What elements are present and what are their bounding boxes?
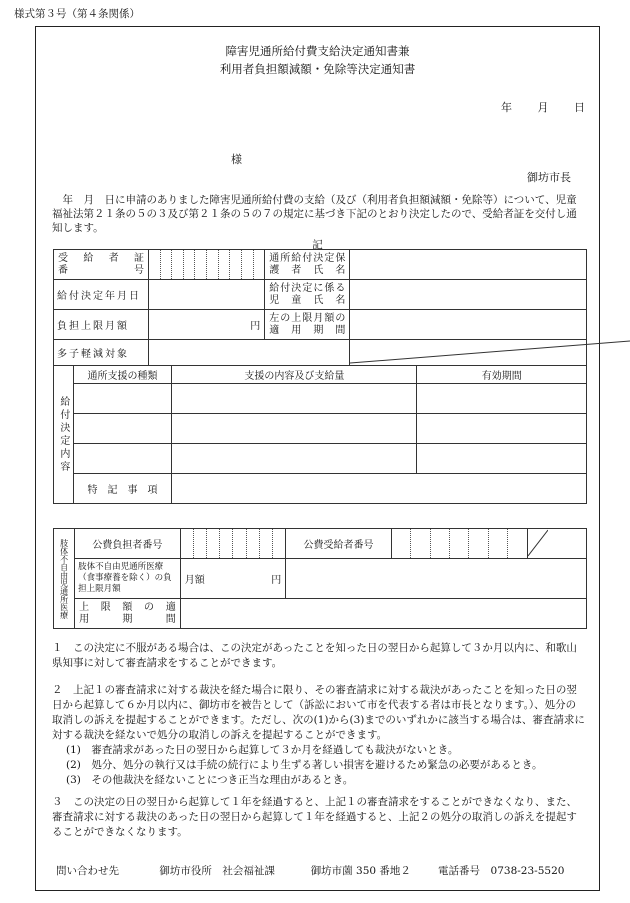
child-name-label: 給付決定に係る児童氏名 [265,280,350,310]
recipient-number-label: 受 給 者 証 番 号 [54,250,149,280]
limit-period-value [180,599,586,629]
period-label: 左の上限月額の適用期間 [265,310,350,340]
multi-child-label: 多子軽減対象 [54,340,149,366]
ki-heading: 記 [312,239,323,251]
recipient-suffix: 様 [231,153,242,166]
digit-cell [160,250,172,280]
digit-cell [241,250,253,280]
digit-cell [246,529,259,559]
medical-side-label: 肢体不自由児通所医療 [54,529,75,629]
child-name-value [350,280,587,310]
document-frame [35,26,600,891]
contact-line [56,863,586,878]
contact-office: 御坊市役所 社会福祉課 [159,865,275,877]
decision-date-label: 給付決定年月日 [54,280,149,310]
medical-table [53,528,587,629]
note-1: １ この決定に不服がある場合は、この決定があったことを知った日の翌日から起算して３か月以内に、和歌山県知事に対して審査請求をすることができます。 [52,642,577,669]
issuer-name: 御坊市長 [527,171,571,184]
multi-child-diagonal-cell [350,340,587,366]
burden-limit-value [180,559,286,599]
remarks-label: 特 記 事 項 [73,474,171,504]
digit-cell [450,529,469,559]
document-title-line1: 障害児通所給付費支給決定通知書兼 [225,44,410,58]
digit-cell [180,529,193,559]
content-cell [172,414,417,444]
content-cell [172,444,417,474]
digit-cell [508,529,527,559]
digit-cell [220,529,233,559]
form-number: 様式第３号（第４条関係） [14,8,140,20]
valid-period-cell [417,414,587,444]
digit-cell [195,250,207,280]
note-2 [52,683,586,788]
digit-cell [430,529,449,559]
digit-cell [411,529,430,559]
decision-content-side-label: 給付決定内容 [54,366,74,504]
digit-cell [253,250,265,280]
recipient-number-slash-cell [527,529,586,559]
digit-cell [469,529,488,559]
remarks-value [172,474,587,504]
limit-period-label: 上 限 額 の 適 用 期 間 [75,599,181,629]
monthly-yen: 円 [271,575,282,586]
valid-period-cell [417,444,587,474]
decision-date-value [148,280,264,310]
note-2-item-2: (2) 処分、処分の執行又は手続の続行により生ずる著しい損害を避けるため緊急の必要があるとき。 [66,759,543,771]
contact-label: 問い合わせ先 [56,865,119,877]
multi-child-value [148,340,349,366]
period-value [350,310,587,340]
digit-cell [193,529,206,559]
max-monthly-yen: 円 [148,310,264,340]
service-type-cell [73,414,171,444]
service-type-cell [73,384,171,414]
note-2-item-1: (1) 審査請求があった日の翌日から起算して３か月を経過しても裁決がないとき。 [66,744,459,756]
digit-cell [207,529,220,559]
digit-cell [273,529,286,559]
note-3: ３ この決定の日の翌日から起算して１年を経過すると、上記１の審査請求をすることができなくなり、また、審査請求に対する裁決のあった日の翌日から起算して１年を経過すると、上記２の処分の取消しの訴えを提起することができなくなります。 [52,796,577,838]
issue-date: 年 月 日 [501,101,585,114]
valid-period-header: 有効期間 [417,366,587,384]
digit-cell [207,250,219,280]
payer-number-label: 公費負担者番号 [75,529,181,559]
diagonal-line [350,340,630,364]
content-header: 支援の内容及び支給量 [172,366,417,384]
guardian-name-label: 通所給付決定保護者氏名 [265,250,350,280]
burden-limit-extra [286,559,587,599]
diagonal-line [528,529,548,557]
content-cell [172,384,417,414]
monthly-label: 月額 [184,575,205,586]
valid-period-cell [417,384,587,414]
intro-paragraph: 年 月 日に申請のありました障害児通所給付費の支給（及び（利用者負担額減額・免除等）について、児童福祉法第２１条の５の３及び第２１条の５の７の規定に基づき下記のとおり決定したので、受給者証を交付し通知します。 [52,194,577,234]
contact-phone: 電話番号 0738-23-5520 [438,865,565,877]
document-title-line2: 利用者負担額減額・免除等決定通知書 [219,62,416,76]
guardian-name-value [350,250,587,280]
digit-cell [218,250,230,280]
note-2-item-3: (3) その他裁決を経ないことにつき正当な理由があるとき。 [66,774,354,786]
service-type-header: 通所支援の種類 [73,366,171,384]
digit-cell [488,529,507,559]
max-monthly-label: 負担上限月額 [54,310,149,340]
digit-cell [183,250,195,280]
digit-cell [230,250,242,280]
digit-cell [391,529,410,559]
digit-cell [233,529,246,559]
digit-cell [259,529,272,559]
note-2-body: ２ 上記１の審査請求に対する裁決を経た場合に限り、その審査請求に対する裁決があったことを知った日の翌日から起算して６か月以内に、御坊市を被告として（訴訟において市を代表する者は市長となります。）、処分の取消しの訴えを提起することができます。ただし、次の(1)から(3)までのいずれかに該当する場合は、審査請求に対する裁決を経ないで処分の取消しの訴えを提起することができます。 [52,684,585,741]
burden-limit-label: 肢体不自由児通所医療（食事療養を除く）の負担上限月額 [75,559,181,599]
recipient-public-number-label: 公費受給者番号 [286,529,392,559]
digit-cell [172,250,184,280]
decision-table [53,249,587,504]
contact-address: 御坊市薗 350 番地２ [310,865,411,877]
service-type-cell [73,444,171,474]
